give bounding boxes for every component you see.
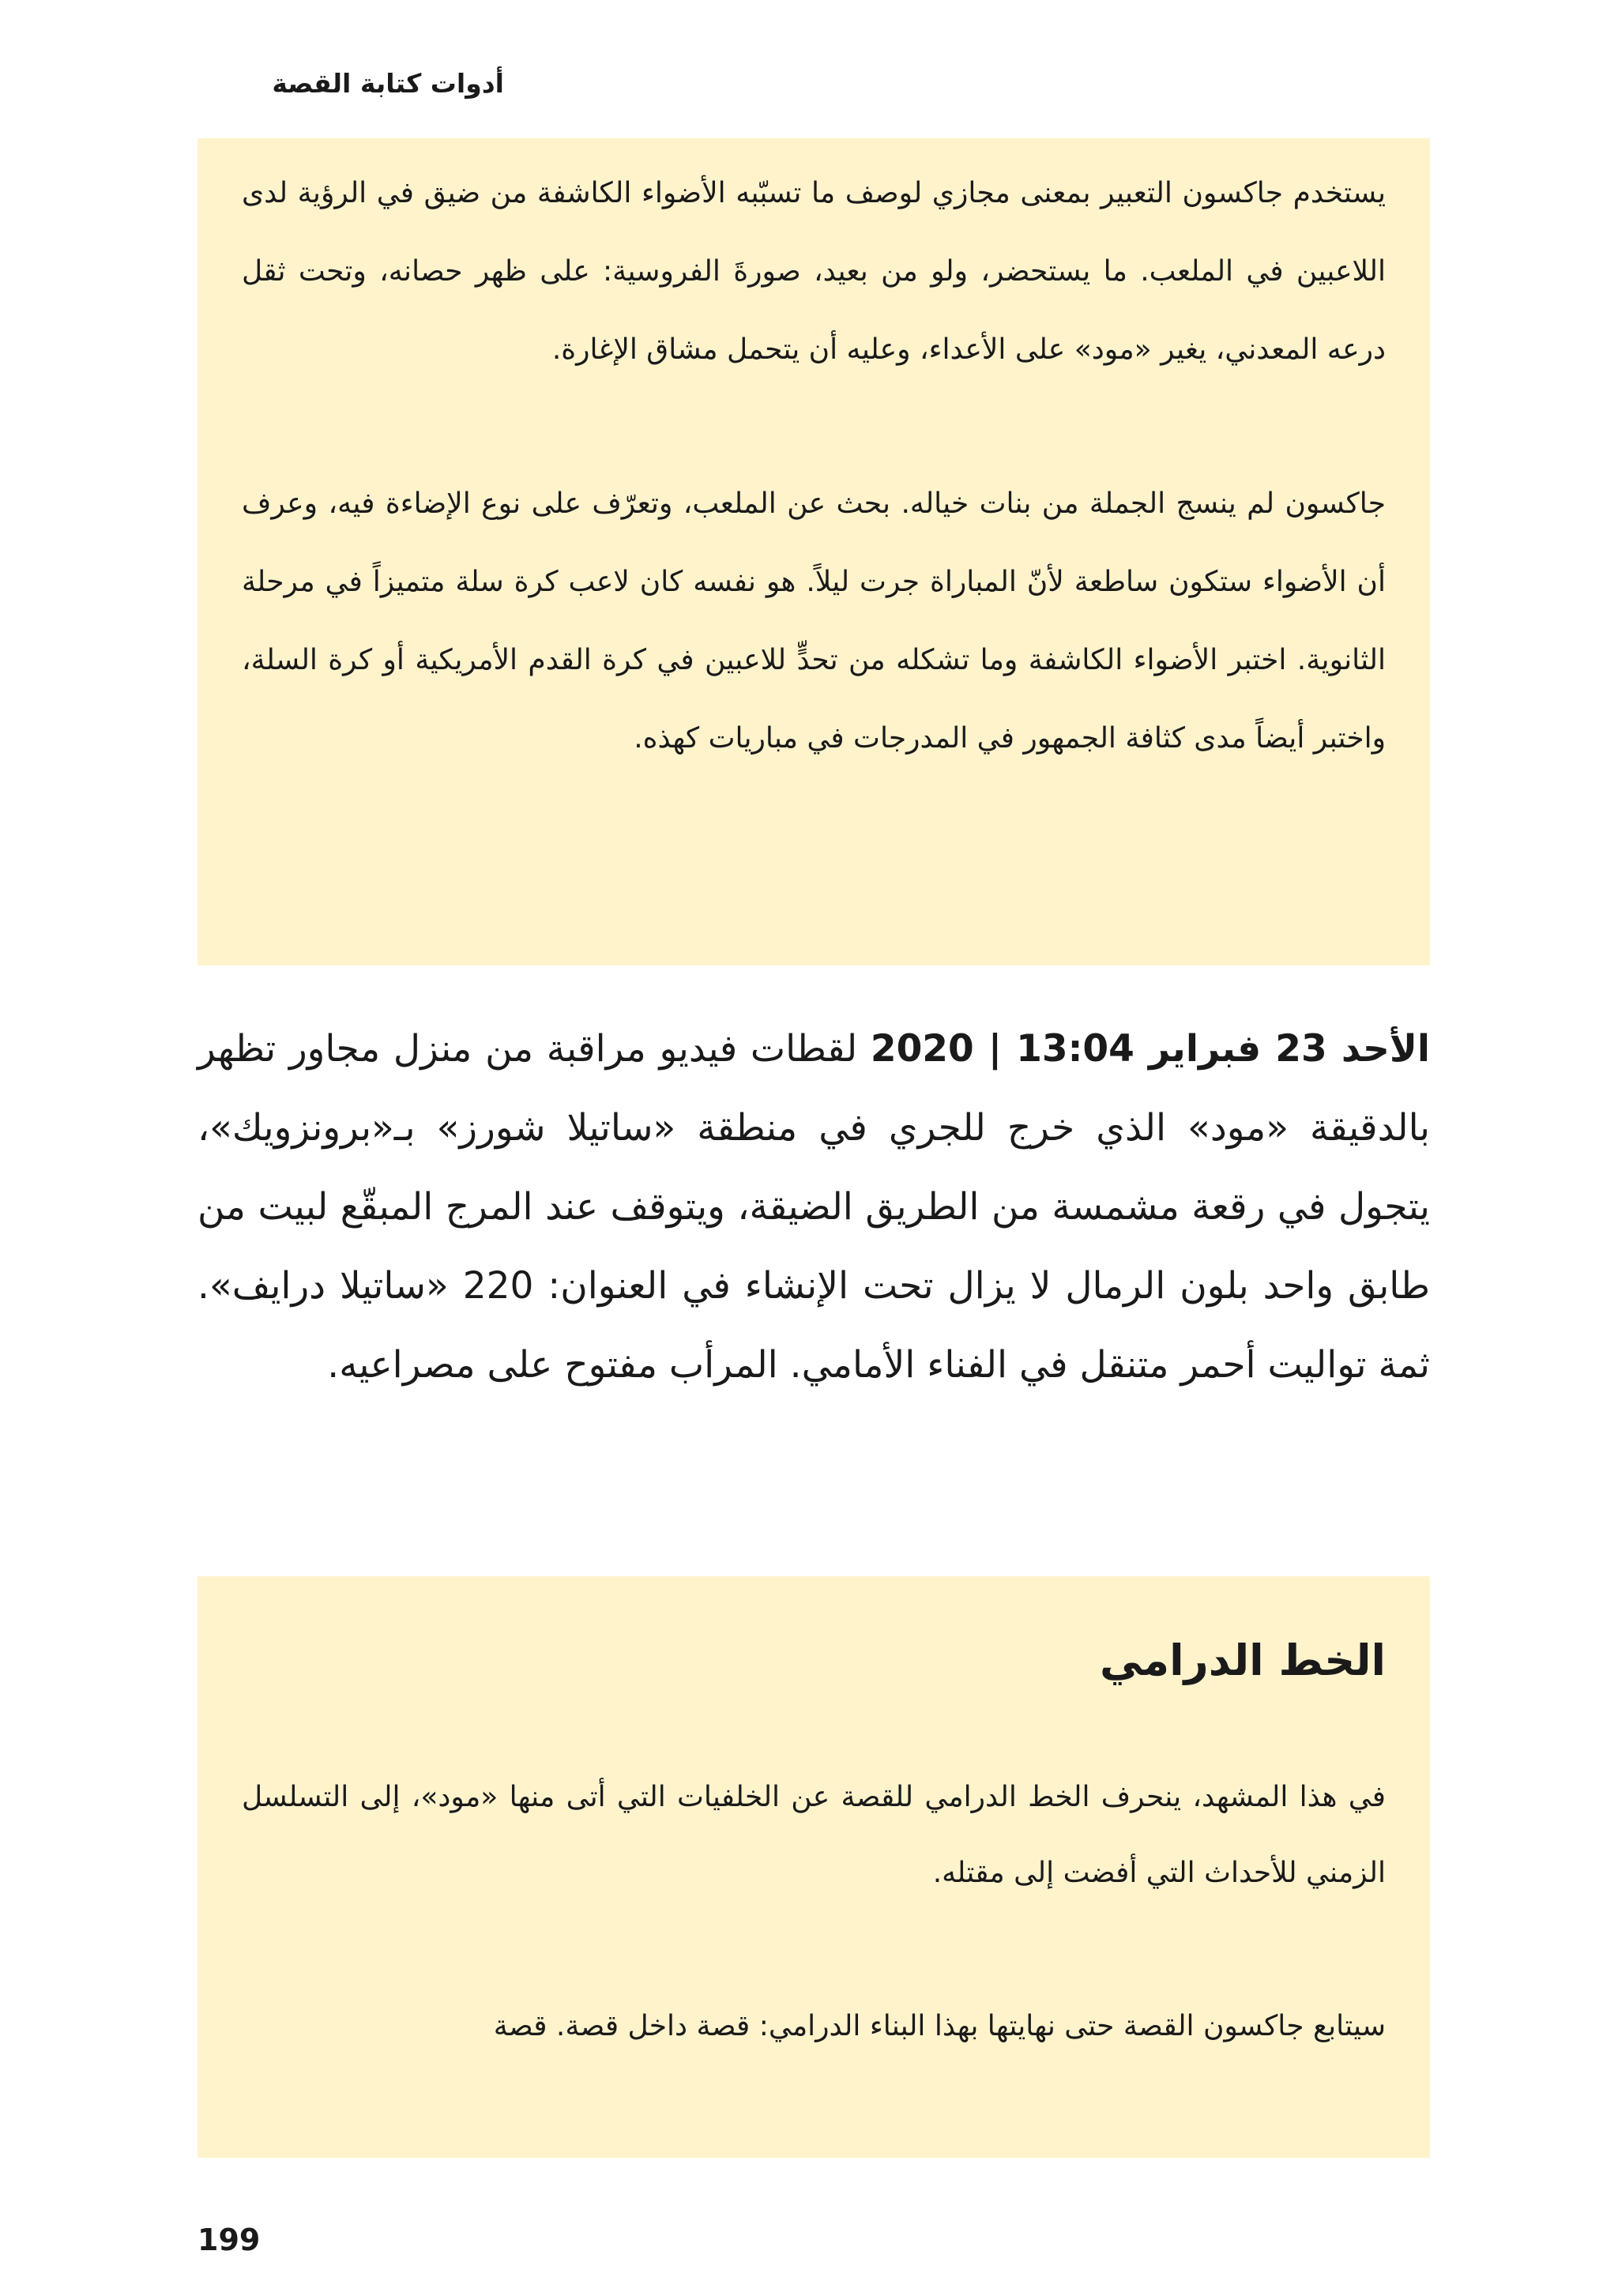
box-paragraph: يستخدم جاكسون التعبير بمعنى مجازي لوصف ما تسبّبه الأضواء الكاشفة من ضيق في الرؤية لدى اللاعبين في الملعب. ما يستحضر، ولو من بعيد، صورةَ الفروسية: على ظهر حصانه، وتحت ثقل درعه المعدني، يغير «مود» على الأعداء، وعليه أن يتحمل مشاق الإغارة. (242, 177, 1386, 366)
box-paragraph: في هذا المشهد، ينحرف الخط الدرامي للقصة عن الخلفيات التي أتى منها «مود»، إلى التسلسل الزمني للأحداث التي أفضت إلى مقتله. (242, 1781, 1386, 1889)
highlight-box-dramatic-line (198, 1576, 1430, 2158)
main-paragraph (198, 1010, 1430, 1405)
highlight-box-commentary (198, 138, 1430, 965)
box-paragraph: جاكسون لم ينسج الجملة من بنات خياله. بحث عن الملعب، وتعرّف على نوع الإضاءة فيه، وعرف أن الأضواء ستكون ساطعة لأنّ المباراة جرت ليلاً. هو نفسه كان لاعب كرة سلة متميزاً في مرحلة الثانوية. اختبر الأضواء الكاشفة وما تشكله من تحدٍّ للاعبين في كرة القدم الأمريكية أو كرة السلة، واختبر أيضاً مدى كثافة الجمهور في المدرجات في مباريات كهذه. (242, 487, 1386, 755)
dateline: الأحد 23 فبراير 13:04 | 2020 (870, 1027, 1430, 1071)
page-number: 199 (198, 2223, 261, 2257)
box-paragraph: سيتابع جاكسون القصة حتى نهايتها بهذا البناء الدرامي: قصة داخل قصة. قصة (493, 2010, 1386, 2042)
box-heading: الخط الدرامي (1100, 1635, 1386, 1685)
main-paragraph-text: لقطات فيديو مراقبة من منزل مجاور تظهر بالدقيقة «مود» الذي خرج للجري في منطقة «ساتيلا شورز» بـ«برونزويك»، يتجول في رقعة مشمسة من الطريق الضيقة، ويتوقف عند المرج المبقّع لبيت من طابق واحد بلون الرمال لا يزال تحت الإنشاء في العنوان: 220 «ساتيلا درايف». ثمة تواليت أحمر متنقل في الفناء الأمامي. المرأب مفتوح على مصراعيه. (198, 1027, 1431, 1387)
running-header-title: أدوات كتابة القصة (272, 68, 504, 99)
